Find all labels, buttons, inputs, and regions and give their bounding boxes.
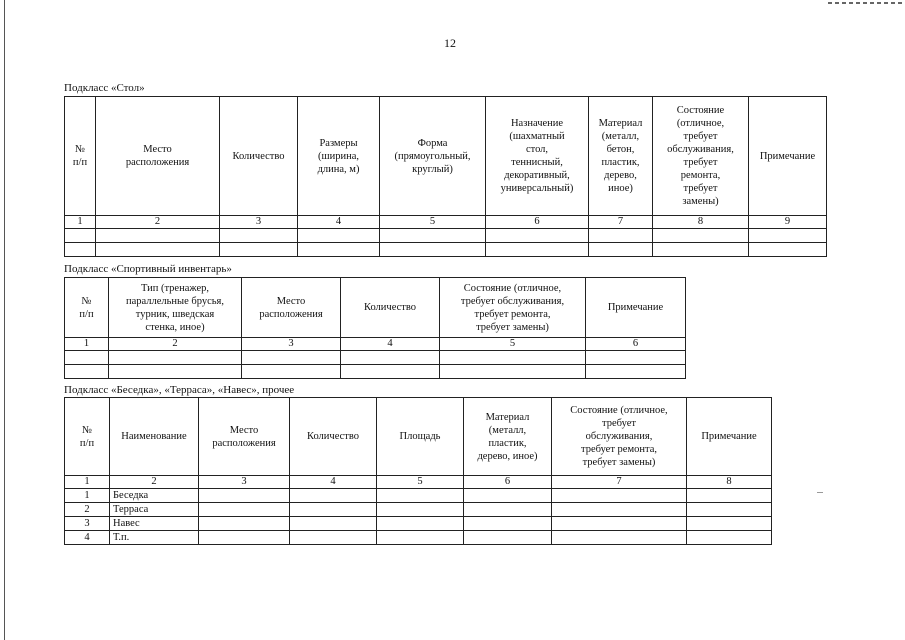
row-number: 1 bbox=[65, 489, 110, 503]
empty-cell bbox=[440, 365, 586, 379]
column-number: 3 bbox=[220, 216, 298, 229]
header-cell-quantity: Количество bbox=[220, 97, 298, 216]
empty-cell bbox=[377, 517, 464, 531]
empty-cell bbox=[220, 229, 298, 243]
empty-cell bbox=[687, 517, 772, 531]
header-cell-condition: Состояние (отличное, требует обслуживания, требует ремонта, требует замены) bbox=[552, 398, 687, 476]
table-gazebo-terrace bbox=[64, 397, 772, 545]
empty-cell bbox=[687, 531, 772, 545]
empty-cell bbox=[486, 243, 589, 257]
header-cell-quantity: Количество bbox=[341, 278, 440, 338]
empty-cell bbox=[687, 503, 772, 517]
column-number: 4 bbox=[298, 216, 380, 229]
row-number: 2 bbox=[65, 503, 110, 517]
header-cell-purpose: Назначение (шахматный стол, теннисный, декоративный, универсальный) bbox=[486, 97, 589, 216]
empty-cell bbox=[589, 229, 653, 243]
header-cell-material: Материал (металл, пластик, дерево, иное) bbox=[464, 398, 552, 476]
empty-cell bbox=[341, 351, 440, 365]
row-name: Навес bbox=[110, 517, 199, 531]
column-number: 8 bbox=[653, 216, 749, 229]
empty-cell bbox=[96, 229, 220, 243]
column-number: 7 bbox=[552, 476, 687, 489]
empty-cell bbox=[653, 229, 749, 243]
empty-cell bbox=[464, 489, 552, 503]
table-row bbox=[65, 243, 827, 257]
empty-cell bbox=[65, 365, 109, 379]
table2-header-row bbox=[65, 278, 686, 338]
column-number: 7 bbox=[589, 216, 653, 229]
header-cell-area: Площадь bbox=[377, 398, 464, 476]
empty-cell bbox=[464, 503, 552, 517]
empty-cell bbox=[65, 351, 109, 365]
empty-cell bbox=[65, 243, 96, 257]
empty-cell bbox=[341, 365, 440, 379]
empty-cell bbox=[290, 503, 377, 517]
column-number: 5 bbox=[380, 216, 486, 229]
column-number: 9 bbox=[749, 216, 827, 229]
column-number: 1 bbox=[65, 338, 109, 351]
column-number: 1 bbox=[65, 216, 96, 229]
empty-cell bbox=[653, 243, 749, 257]
empty-cell bbox=[552, 531, 687, 545]
column-number: 5 bbox=[377, 476, 464, 489]
empty-cell bbox=[377, 531, 464, 545]
row-name: Т.п. bbox=[110, 531, 199, 545]
header-cell-num: № п/п bbox=[65, 97, 96, 216]
empty-cell bbox=[242, 365, 341, 379]
empty-cell bbox=[199, 531, 290, 545]
table3-caption: Подкласс «Беседка», «Терраса», «Навес», прочее bbox=[64, 384, 295, 396]
empty-cell bbox=[749, 229, 827, 243]
empty-cell bbox=[242, 351, 341, 365]
empty-cell bbox=[298, 229, 380, 243]
page-number: 12 bbox=[444, 36, 456, 50]
table-sport-equipment bbox=[64, 277, 686, 379]
empty-cell bbox=[109, 365, 242, 379]
empty-cell bbox=[586, 351, 686, 365]
header-cell-num: № п/п bbox=[65, 398, 110, 476]
column-number: 4 bbox=[341, 338, 440, 351]
empty-cell bbox=[199, 503, 290, 517]
empty-cell bbox=[377, 489, 464, 503]
header-cell-type: Тип (тренажер, параллельные брусья, турник, шведская стенка, иное) bbox=[109, 278, 242, 338]
empty-cell bbox=[687, 489, 772, 503]
column-number: 1 bbox=[65, 476, 110, 489]
empty-cell bbox=[290, 531, 377, 545]
empty-cell bbox=[552, 517, 687, 531]
header-cell-name: Наименование bbox=[110, 398, 199, 476]
table-row bbox=[65, 365, 686, 379]
column-number: 3 bbox=[242, 338, 341, 351]
column-number: 5 bbox=[440, 338, 586, 351]
column-number: 8 bbox=[687, 476, 772, 489]
row-number: 3 bbox=[65, 517, 110, 531]
empty-cell bbox=[290, 489, 377, 503]
header-cell-size: Размеры (ширина, длина, м) bbox=[298, 97, 380, 216]
column-number: 4 bbox=[290, 476, 377, 489]
column-number: 6 bbox=[464, 476, 552, 489]
table3-number-row bbox=[65, 476, 772, 489]
table-row bbox=[65, 351, 686, 365]
table1-header-row bbox=[65, 97, 827, 216]
row-name: Терраса bbox=[110, 503, 199, 517]
header-cell-quantity: Количество bbox=[290, 398, 377, 476]
header-cell-num: № п/п bbox=[65, 278, 109, 338]
column-number: 2 bbox=[109, 338, 242, 351]
header-cell-location: Место расположения bbox=[96, 97, 220, 216]
empty-cell bbox=[199, 489, 290, 503]
column-number: 2 bbox=[96, 216, 220, 229]
empty-cell bbox=[290, 517, 377, 531]
empty-cell bbox=[589, 243, 653, 257]
empty-cell bbox=[552, 503, 687, 517]
empty-cell bbox=[298, 243, 380, 257]
empty-cell bbox=[220, 243, 298, 257]
empty-cell bbox=[380, 243, 486, 257]
header-cell-location: Место расположения bbox=[199, 398, 290, 476]
column-number: 6 bbox=[486, 216, 589, 229]
header-cell-material: Материал (металл, бетон, пластик, дерево, иное) bbox=[589, 97, 653, 216]
header-cell-note: Примечание bbox=[687, 398, 772, 476]
empty-cell bbox=[464, 531, 552, 545]
empty-cell bbox=[552, 489, 687, 503]
table-row bbox=[65, 503, 772, 517]
column-number: 2 bbox=[110, 476, 199, 489]
empty-cell bbox=[464, 517, 552, 531]
table-stol bbox=[64, 96, 827, 257]
table1-caption: Подкласс «Стол» bbox=[64, 82, 145, 94]
empty-cell bbox=[486, 229, 589, 243]
table-row bbox=[65, 229, 827, 243]
table-row bbox=[65, 531, 772, 545]
empty-cell bbox=[440, 351, 586, 365]
empty-cell bbox=[109, 351, 242, 365]
table2-caption: Подкласс «Спортивный инвентарь» bbox=[64, 263, 232, 275]
empty-cell bbox=[377, 503, 464, 517]
table2-number-row bbox=[65, 338, 686, 351]
empty-cell bbox=[96, 243, 220, 257]
table-row bbox=[65, 517, 772, 531]
header-cell-condition: Состояние (отличное, требует обслуживания, требует ремонта, требует замены) bbox=[653, 97, 749, 216]
empty-cell bbox=[199, 517, 290, 531]
empty-cell bbox=[65, 229, 96, 243]
header-cell-shape: Форма (прямоугольный, круглый) bbox=[380, 97, 486, 216]
row-number: 4 bbox=[65, 531, 110, 545]
empty-cell bbox=[380, 229, 486, 243]
header-cell-note: Примечание bbox=[749, 97, 827, 216]
table-row bbox=[65, 489, 772, 503]
table1-number-row bbox=[65, 216, 827, 229]
header-cell-condition: Состояние (отличное, требует обслуживания, требует ремонта, требует замены) bbox=[440, 278, 586, 338]
empty-cell bbox=[749, 243, 827, 257]
scan-edge-line bbox=[4, 0, 5, 640]
table3-header-row bbox=[65, 398, 772, 476]
column-number: 6 bbox=[586, 338, 686, 351]
row-name: Беседка bbox=[110, 489, 199, 503]
scan-speck bbox=[817, 492, 823, 493]
header-cell-note: Примечание bbox=[586, 278, 686, 338]
scan-edge-mark bbox=[828, 2, 902, 4]
column-number: 3 bbox=[199, 476, 290, 489]
header-cell-location: Место расположения bbox=[242, 278, 341, 338]
empty-cell bbox=[586, 365, 686, 379]
